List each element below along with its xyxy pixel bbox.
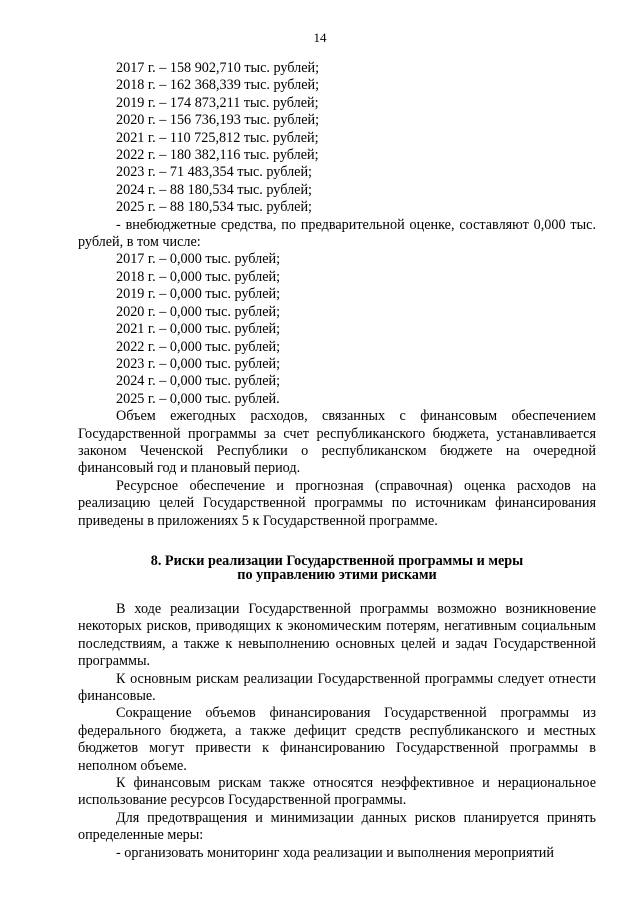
list-item: 2021 г. – 0,000 тыс. рублей; bbox=[116, 321, 281, 338]
list-item: 2018 г. – 162 368,339 тыс. рублей; bbox=[116, 77, 320, 94]
paragraph-main-risks: К основным рискам реализации Государственной программы следует отнести финансовые. bbox=[78, 670, 596, 704]
list-item: 2025 г. – 88 180,534 тыс. рублей; bbox=[116, 199, 312, 216]
paragraph-measures: Для предотвращения и минимизации данных рисков планируется принять определенные меры: bbox=[78, 809, 596, 844]
list-item: 2025 г. – 0,000 тыс. рублей. bbox=[116, 390, 280, 407]
list-item: 2024 г. – 0,000 тыс. рублей; bbox=[116, 373, 281, 390]
paragraph-annual-expenses: Объем ежегодных расходов, связанных с финансовым обеспечением Государственной программы за счет республиканского бюджета, устанавливается законом Чеченской Республики о республиканском бюджете на очередной финансовый год и плановый период. bbox=[78, 408, 596, 477]
document-body bbox=[78, 60, 596, 862]
section-heading bbox=[78, 554, 596, 582]
paragraph-resource-support: Ресурсное обеспечение и прогнозная (справочная) оценка расходов на реализацию целей Государственной программы по источникам финансирования приведены в приложениях 5 к Государственной программе. bbox=[78, 477, 596, 529]
list-item: 2021 г. – 110 725,812 тыс. рублей; bbox=[116, 129, 319, 146]
paragraph-risks-intro: В ходе реализации Государственной программы возможно возникновение некоторых рисков, приводящих к экономическим потерям, негативным социальным последствиям, а также к невыполнению основных целей и задач Государственной программы. bbox=[78, 600, 596, 670]
page-number: 14 bbox=[313, 30, 327, 45]
list-item: 2019 г. – 0,000 тыс. рублей; bbox=[116, 286, 281, 303]
list-item: 2018 г. – 0,000 тыс. рублей; bbox=[116, 268, 281, 285]
list-item: 2023 г. – 0,000 тыс. рублей; bbox=[116, 355, 281, 372]
republic-budget-by-year-list bbox=[78, 60, 596, 217]
list-item: 2020 г. – 156 736,193 тыс. рублей; bbox=[116, 112, 320, 129]
list-item: 2023 г. – 71 483,354 тыс. рублей; bbox=[116, 164, 312, 181]
extrabudget-by-year-list bbox=[78, 251, 596, 408]
list-item: 2022 г. – 0,000 тыс. рублей; bbox=[116, 338, 281, 355]
list-item: 2017 г. – 158 902,710 тыс. рублей; bbox=[116, 60, 320, 76]
extrabudget-intro: - внебюджетные средства, по предварительной оценке, составляют 0,000 тыс. рублей, в том числе: bbox=[78, 216, 596, 251]
list-item: 2017 г. – 0,000 тыс. рублей; bbox=[116, 251, 281, 268]
paragraph-funding-cut: Сокращение объемов финансирования Государственной программы из федерального бюджета, а также дефицит средств республиканского и местных бюджетов могут привести к финансированию Государственной программы в неполном объеме. bbox=[78, 705, 596, 774]
section-heading-line: по управлению этими рисками bbox=[237, 566, 437, 583]
paragraph-monitoring: - организовать мониторинг хода реализации и выполнения мероприятий bbox=[116, 844, 554, 861]
list-item: 2022 г. – 180 382,116 тыс. рублей; bbox=[116, 147, 319, 164]
section-heading-line: 8. Риски реализации Государственной программы и меры bbox=[150, 552, 524, 569]
paragraph-financial-risks: К финансовым рискам также относятся неэффективное и нерациональное использование ресурсов Государственной программы. bbox=[78, 775, 596, 809]
list-item: 2019 г. – 174 873,211 тыс. рублей; bbox=[116, 94, 319, 111]
list-item: 2024 г. – 88 180,534 тыс. рублей; bbox=[116, 181, 312, 198]
list-item: 2020 г. – 0,000 тыс. рублей; bbox=[116, 303, 281, 320]
